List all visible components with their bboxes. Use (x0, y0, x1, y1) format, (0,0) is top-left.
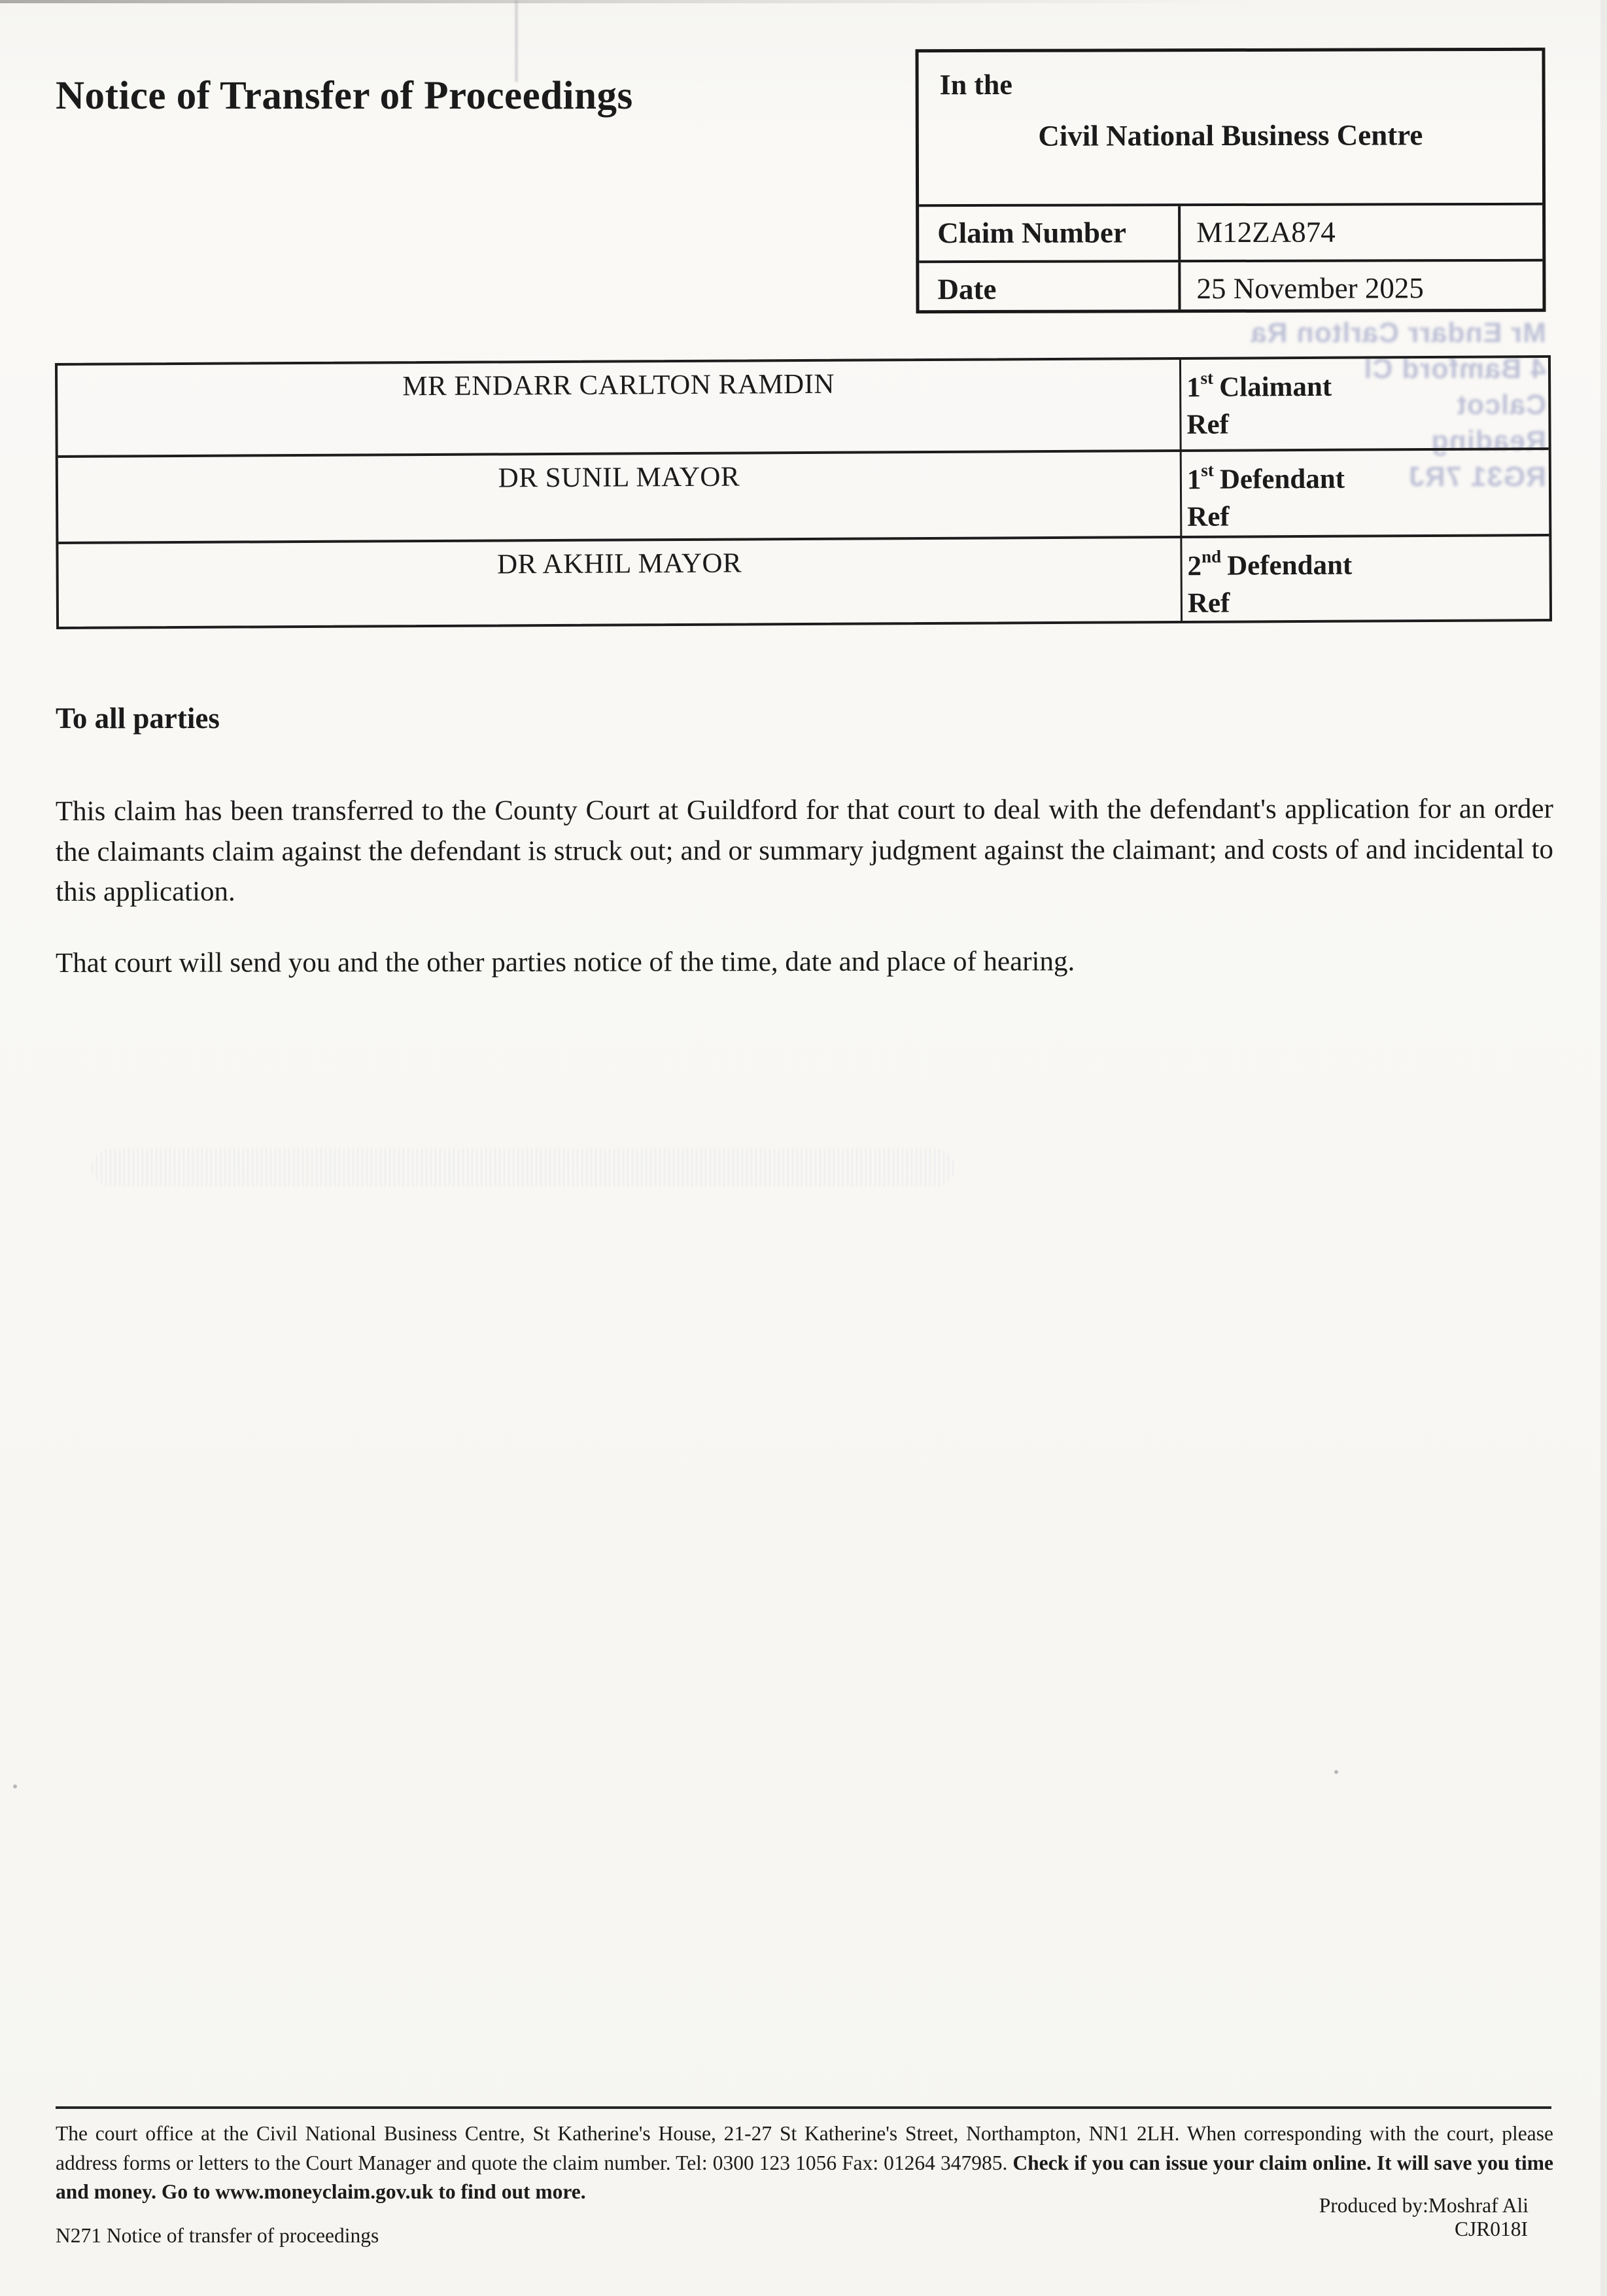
footer-online-bold-text: Check if you can issue your claim online. It will save you time and money. Go to www.moneyclaim.gov.uk to find out more. (56, 2151, 1553, 2203)
party-name: DR AKHIL MAYOR (496, 548, 742, 580)
role-number: 1 (1186, 464, 1201, 496)
bleed-line: Reading (1430, 425, 1546, 457)
paper-crease-artifact (515, 0, 517, 82)
body-paragraph-1: This claim has been transferred to the County Court at Guildford for that court to deal with the defendant's application for an order the claimants claim against the defendant is struck out; and or summary judgment against the claimant; and costs of and incidental to this application. (55, 793, 1554, 907)
party-role-line (1186, 360, 1548, 406)
footer-divider (56, 2106, 1551, 2109)
party-name: DR SUNIL MAYOR (498, 461, 740, 494)
party-role-cell (1180, 536, 1549, 622)
paper-speck (13, 1784, 17, 1788)
party-role-line (1187, 453, 1549, 498)
ref-label: Ref (1186, 409, 1230, 441)
role-word: Defendant (1227, 549, 1353, 582)
bleed-line: RG31 7RJ (1408, 461, 1546, 491)
role-number: 1 (1186, 372, 1201, 404)
date-row (919, 259, 1542, 310)
party-role-cell (1179, 358, 1549, 449)
date-label: Date (919, 262, 1181, 310)
party-role-cell (1180, 450, 1549, 536)
bleed-line: Mr Endarr Carlton Ra (1250, 317, 1546, 349)
party-name: MR ENDARR CARLTON RAMDIN (402, 368, 835, 402)
table-row (58, 358, 1549, 455)
court-header-cell (918, 51, 1542, 204)
scan-top-edge-artifact (0, 0, 1607, 3)
role-ordinal: nd (1201, 546, 1222, 566)
page-title: Notice of Transfer of Proceedings (56, 74, 633, 118)
bleed-through-smudge (92, 1149, 955, 1187)
footer-office-text: The court office at the Civil National Business Centre, St Katherine's House, 21-27 St Katherine's Street, Northampton, NN1 2LH. When corresponding with the court, please address forms or letters to the Court Manager and quote the claim number. Tel: 0300 123 1056 Fax: 01264 347985. (56, 2122, 1553, 2174)
form-code: N271 Notice of transfer of proceedings (56, 2224, 379, 2247)
in-the-label: In the (939, 68, 1012, 101)
salutation: To all parties (56, 702, 220, 735)
scan-right-edge-shade (1600, 0, 1607, 2296)
ref-label: Ref (1187, 587, 1230, 619)
bleed-line: Calcot (1456, 389, 1546, 421)
parties-table (55, 355, 1552, 629)
claim-number-row (919, 203, 1542, 260)
table-row (58, 447, 1549, 542)
doc-code: CJR018I (1454, 2218, 1528, 2240)
role-number: 2 (1187, 551, 1202, 582)
produced-by: Produced by:Moshraf Ali (1319, 2194, 1529, 2217)
date-value: 25 November 2025 (1196, 271, 1424, 305)
court-claim-box (915, 48, 1546, 314)
claim-number-value: M12ZA874 (1196, 215, 1336, 249)
body-paragraph-2: That court will send you and the other parties notice of the time, date and place of hearing. (55, 946, 1075, 979)
bleed-line: 4 Bamford Cl (1363, 353, 1546, 385)
role-word: Claimant (1219, 372, 1332, 403)
table-row (58, 534, 1549, 627)
paper-speck (1334, 1770, 1338, 1774)
ref-label: Ref (1187, 501, 1230, 533)
role-word: Defendant (1219, 463, 1345, 495)
role-ordinal: st (1200, 368, 1214, 388)
role-ordinal: st (1201, 460, 1214, 480)
claim-number-label: Claim Number (919, 206, 1181, 260)
party-role-line (1187, 539, 1549, 585)
court-name: Civil National Business Centre (1038, 118, 1423, 152)
